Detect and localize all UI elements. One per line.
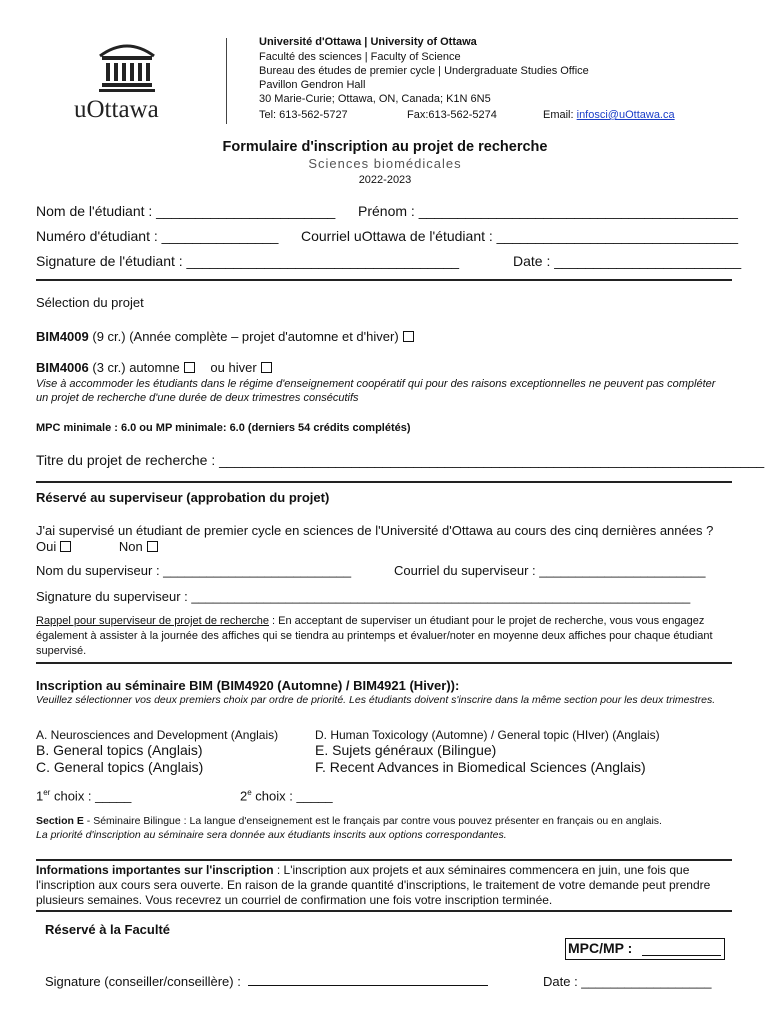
academic-year: 2022-2023 (358, 174, 412, 186)
bim4006-or: ou hiver (210, 360, 257, 375)
reminder-text: : En acceptant de superviser un étudiant pour le projet de recherche, vous vous engagez également à assister à la journée des affiches qui se tiendra au printemps et évaluer/noter en moyenne deux affiches pour chaque étudiant supervisé. (36, 615, 713, 657)
mpc-requirement: MPC minimale : 6.0 ou MP minimale: 6.0 (derniers 54 crédits complétés) (36, 422, 411, 434)
seminar-option-b: B. General topics (Anglais) (36, 742, 203, 758)
address: 30 Marie-Curie; Ottawa, ON, Canada; K1N 6N5 (259, 93, 491, 105)
seminar-option-a: A. Neurosciences and Development (Anglais) (36, 728, 279, 742)
student-email-field[interactable]: Courriel uOttawa de l'étudiant : _______________________________ (301, 228, 739, 244)
section-divider (36, 481, 732, 483)
no-checkbox[interactable] (147, 541, 158, 552)
yes-checkbox[interactable] (60, 541, 71, 552)
email-line (543, 108, 675, 122)
bim4009-option (36, 329, 414, 344)
section-e-label: Section E (36, 815, 84, 827)
mpc-line (642, 955, 721, 956)
section-divider (36, 279, 732, 281)
form-subtitle: Sciences biomédicales (308, 156, 462, 171)
email-label: Email: (543, 109, 577, 121)
fax: Fax:613-562-5274 (407, 109, 497, 121)
bim4009-checkbox[interactable] (403, 331, 414, 342)
seminar-option-f: F. Recent Advances in Biomedical Sciences (Anglais) (315, 759, 646, 775)
bim4009-code: BIM4009 (36, 329, 89, 344)
second-choice-field[interactable] (240, 788, 333, 803)
faculty-date-field[interactable]: Date : __________________ (543, 974, 712, 989)
supervisor-question-text: J'ai supervisé un étudiant de premier cycle en sciences de l'Université d'Ottawa au cours des cinq dernières années ? Oui (36, 523, 714, 554)
seminar-option-d: D. Human Toxicology (Automne) / General topic (HIver) (Anglais) (315, 728, 660, 742)
student-number-field[interactable]: Numéro d'étudiant : _______________ (36, 228, 279, 244)
info-text: : L'inscription aux projets et aux séminaires commencera en juin, une fois que l'inscription aux cours sera ouverte. En raison de la grande quantité d'inscriptions, le traitement de votre demande peut prendre plusieurs semaines. Vous recevrez un courriel de confirmation une fois votre inscription terminée. (36, 863, 711, 907)
project-heading: Sélection du projet (36, 295, 144, 310)
pavillon: Pavillon Gendron Hall (259, 79, 366, 91)
seminar-heading: Inscription au séminaire BIM (BIM4920 (Automne) / BIM4921 (Hiver)): (36, 678, 460, 693)
advisor-signature-line (248, 985, 488, 986)
bim4006-winter-checkbox[interactable] (261, 362, 272, 373)
bim4006-fall-checkbox[interactable] (184, 362, 195, 373)
first-choice-num: 1 (36, 788, 44, 804)
info-label: Informations importantes sur l'inscription (36, 863, 274, 877)
student-date-field[interactable]: Date : ________________________ (513, 253, 742, 269)
bim4006-option (36, 360, 272, 375)
section-divider (36, 859, 732, 861)
advisor-signature-field[interactable] (45, 974, 488, 989)
student-name-field[interactable]: Nom de l'étudiant : _______________________ (36, 203, 336, 219)
supervisor-email-field[interactable]: Courriel du superviseur : _______________________ (394, 563, 706, 578)
supervisor-question (36, 523, 726, 555)
second-choice-sup: e (247, 788, 252, 797)
first-choice-label: choix : _____ (50, 788, 132, 804)
building-icon (72, 34, 182, 94)
second-choice-num: 2 (240, 788, 248, 804)
email-link[interactable]: infosci@uOttawa.ca (576, 109, 675, 121)
office-name: Bureau des études de premier cycle | Undergraduate Studies Office (259, 65, 589, 77)
mpc-label: MPC/MP : (568, 940, 633, 956)
section-e-text: - Séminaire Bilingue : La langue d'enseignement est le français par contre vous pouvez présenter en français ou en anglais. (83, 815, 662, 827)
supervisor-reminder (36, 614, 730, 659)
registration-info (36, 863, 730, 908)
supervisor-heading: Réservé au superviseur (approbation du projet) (36, 490, 330, 505)
student-firstname-field[interactable]: Prénom : _________________________________________ (358, 203, 738, 219)
supervisor-name-field[interactable]: Nom du superviseur : __________________________ (36, 563, 352, 578)
bim4006-code: BIM4006 (36, 360, 89, 375)
second-choice-label: choix : _____ (251, 788, 333, 804)
section-e-note (36, 815, 662, 827)
mpc-box[interactable] (565, 938, 725, 960)
tel: Tel: 613-562-5727 (259, 109, 348, 121)
university-name: Université d'Ottawa | University of Ottawa (259, 36, 477, 48)
faculty-heading: Réservé à la Faculté (45, 922, 171, 937)
section-divider (36, 910, 732, 912)
logo-wordmark: uOttawa (74, 96, 159, 123)
seminar-option-c: C. General topics (Anglais) (36, 759, 204, 775)
project-title-field[interactable]: Titre du projet de recherche : ______________________________________________________________________ (36, 452, 765, 468)
student-signature-field[interactable]: Signature de l'étudiant : ___________________________________ (36, 253, 460, 269)
first-choice-field[interactable] (36, 788, 131, 803)
seminar-note: Veuillez sélectionner vos deux premiers choix par ordre de priorité. Les étudiants doivent s'inscrire dans la même section pour les deux trimestres. (36, 694, 716, 706)
bim4006-text: (3 cr.) automne (88, 360, 180, 375)
form-title: Formulaire d'inscription au projet de recherche (222, 139, 548, 155)
advisor-signature-label: Signature (conseiller/conseillère) : (45, 974, 241, 989)
faculty-name: Faculté des sciences | Faculty of Science (259, 51, 461, 63)
header-divider (226, 38, 227, 124)
coop-note: Vise à accommoder les étudiants dans le régime d'enseignement coopératif qui pour des raisons exceptionnelles ne peuvent pas compléter un projet de recherche d'une durée de deux trimestres consécutifs (36, 378, 716, 404)
supervisor-signature-field[interactable]: Signature du superviseur : _____________________________________________________________________ (36, 589, 691, 604)
seminar-option-e: E. Sujets généraux (Bilingue) (315, 742, 497, 758)
uottawa-logo (72, 34, 182, 129)
priority-note: La priorité d'inscription au séminaire sera donnée aux étudiants inscrits aux options correspondantes. (36, 829, 507, 841)
reminder-label: Rappel pour superviseur de projet de recherche (36, 615, 269, 627)
first-choice-sup: er (43, 788, 51, 797)
section-divider (36, 662, 732, 664)
no-label: Non (118, 539, 143, 554)
bim4009-text: (9 cr.) (Année complète – projet d'automne et d'hiver) (88, 329, 399, 344)
